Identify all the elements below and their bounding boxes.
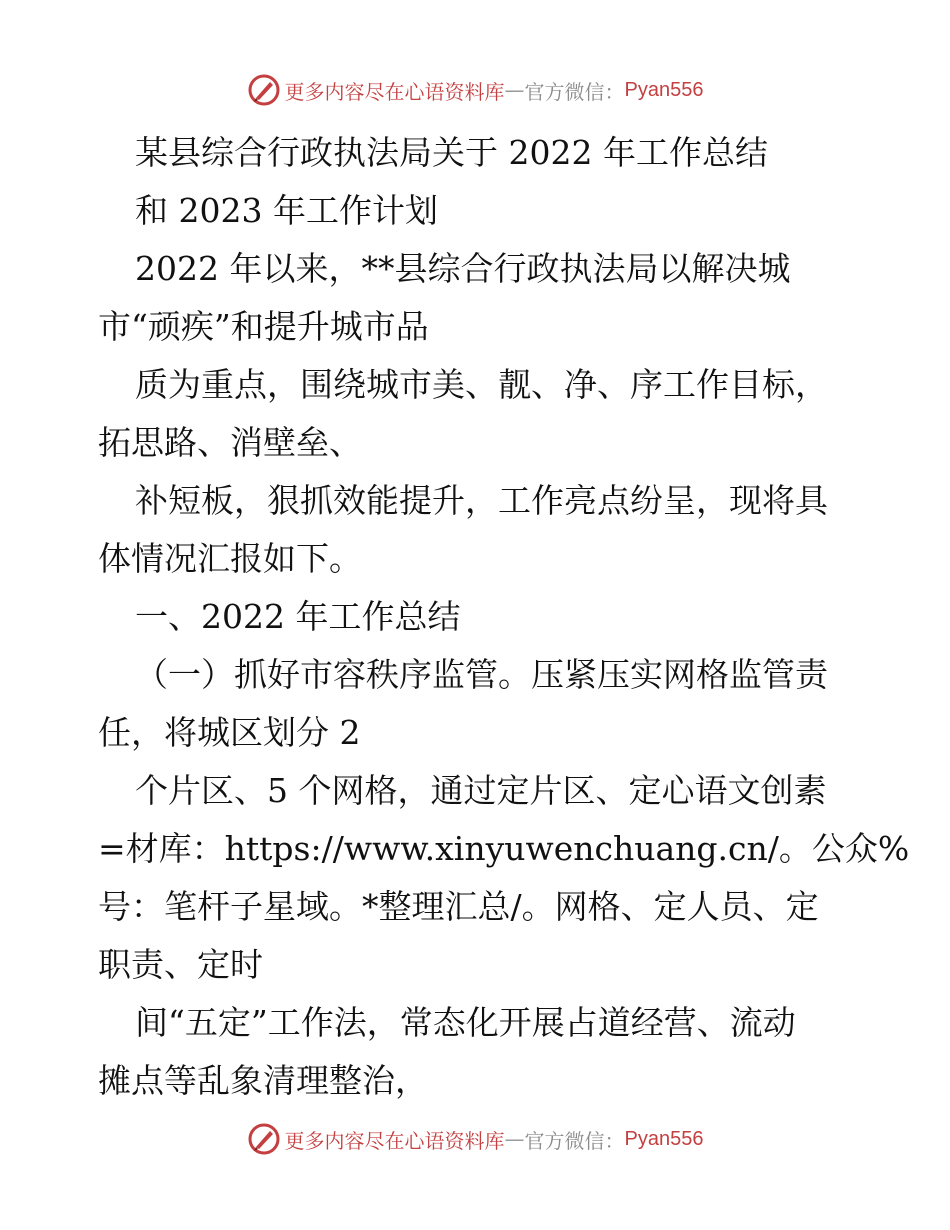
text-line: =材库：https://www.xinyuwenchuang.cn/。公众% [98, 829, 910, 868]
document-body [98, 124, 910, 1110]
banner-label: 官方微信： [524, 79, 625, 104]
pen-logo-icon [247, 1122, 281, 1156]
banner-separator: — [504, 78, 525, 102]
banner-wechat-id: Pyan556 [624, 1127, 704, 1150]
text-line: （一）抓好市容秩序监管。压紧压实网格监管责 [135, 655, 828, 694]
footer-banner [0, 1119, 950, 1159]
pen-logo-icon [247, 73, 281, 107]
text-line: 职责、定时 [98, 945, 263, 984]
text-line: 任，将城区划分 2 [98, 713, 361, 752]
text-line: 间“五定”工作法，常态化开展占道经营、流动 [135, 1003, 796, 1042]
text-line: 质为重点，围绕城市美、靓、净、序工作目标， [135, 365, 828, 404]
text-line: 一、2022 年工作总结 [135, 597, 461, 636]
text-line: 体情况汇报如下。 [98, 539, 362, 578]
text-line: 号：笔杆子星域。*整理汇总/。网格、定人员、定 [98, 887, 819, 926]
banner-text: 更多内容尽在心语资料库 [284, 79, 505, 104]
banner-text: 更多内容尽在心语资料库 [284, 1128, 505, 1153]
text-line: 某县综合行政执法局关于 2022 年工作总结 [135, 133, 768, 172]
text-line: 和 2023 年工作计划 [135, 191, 438, 230]
text-line: 拓思路、消壁垒、 [98, 423, 362, 462]
banner-wechat-id: Pyan556 [624, 78, 704, 101]
header-banner [0, 70, 950, 110]
banner-label: 官方微信： [524, 1128, 625, 1153]
banner-separator: — [504, 1127, 525, 1151]
text-line: 个片区、5 个网格，通过定片区、定心语文创素 [135, 771, 827, 810]
text-line: 补短板，狠抓效能提升，工作亮点纷呈，现将具 [135, 481, 828, 520]
text-line: 市“顽疾”和提升城市品 [98, 307, 429, 346]
text-line: 摊点等乱象清理整治， [98, 1061, 428, 1100]
text-line: 2022 年以来，**县综合行政执法局以解决城 [135, 249, 791, 288]
